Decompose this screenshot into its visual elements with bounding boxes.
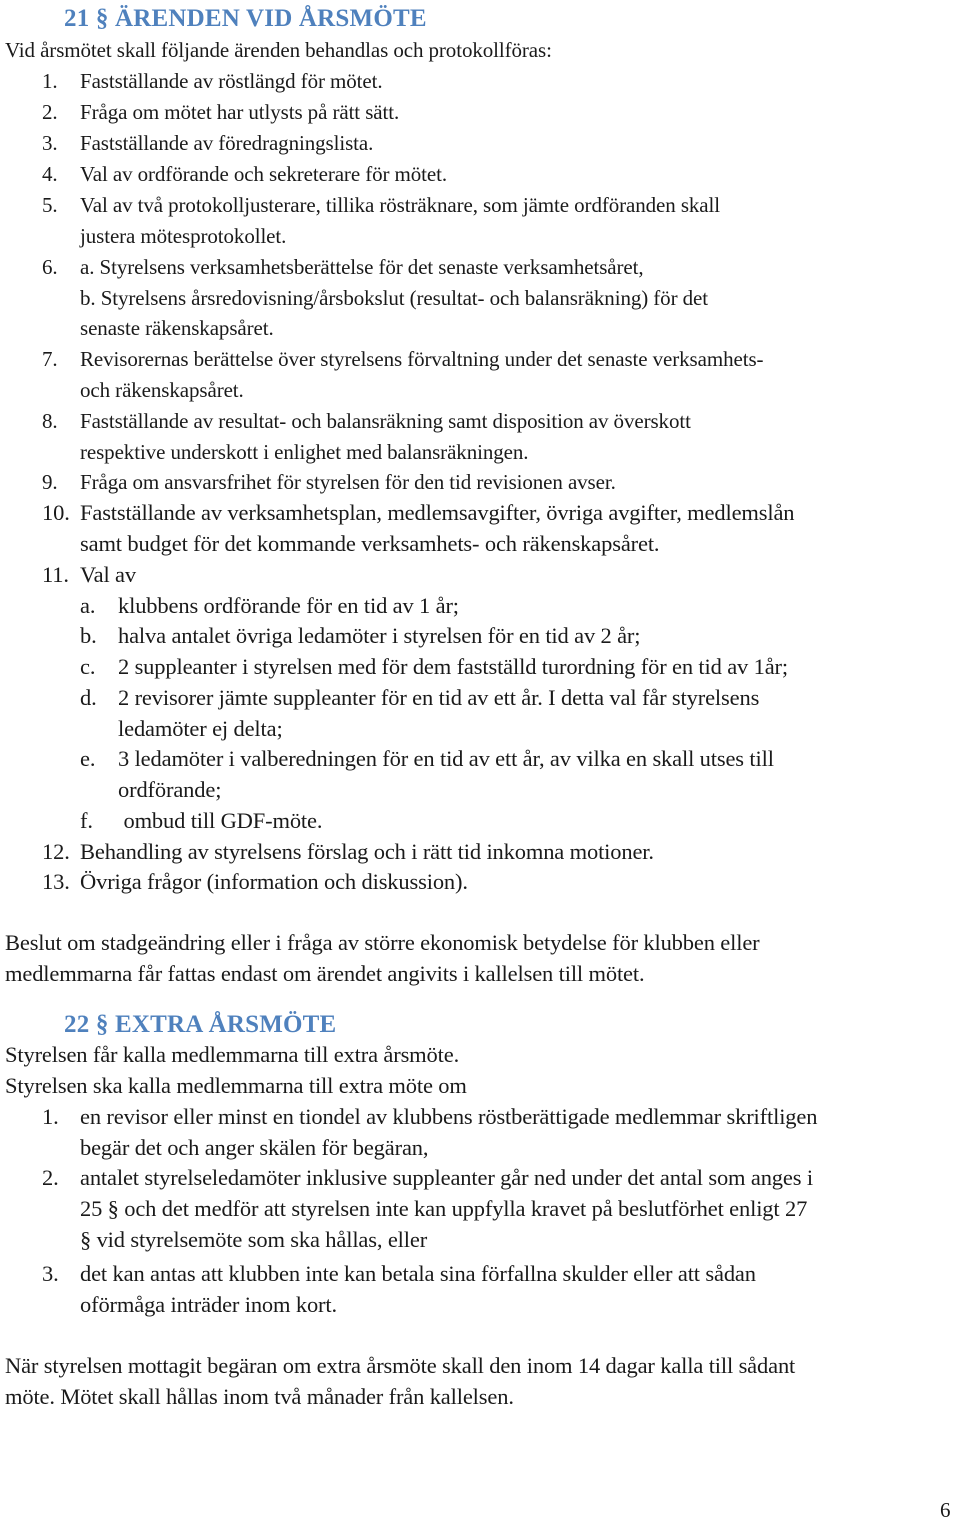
list-text: oförmåga inträder inom kort. — [80, 1292, 337, 1317]
list-text: antalet styrelseledamöter inklusive suppleanter går ned under det antal som anges i — [80, 1165, 813, 1190]
section-intro: Styrelsen ska kalla medlemmarna till extra möte om — [5, 1073, 467, 1098]
paragraph-line: möte. Mötet skall hållas inom två månader från kallelsen. — [5, 1384, 514, 1409]
list-number: 3. — [42, 1261, 59, 1286]
list-text: a. Styrelsens verksamhetsberättelse för det senaste verksamhetsåret, — [80, 255, 644, 279]
list-number: 1. — [42, 1104, 59, 1129]
list-number: 10. — [42, 500, 70, 525]
list-letter: b. — [80, 623, 97, 648]
section-number: 21 — [64, 5, 90, 32]
list-text: Val av två protokolljusterare, tillika rösträknare, som jämte ordföranden skall — [80, 193, 720, 217]
list-text: Fråga om mötet har utlysts på rätt sätt. — [80, 100, 400, 124]
list-text: Fråga om ansvarsfrihet för styrelsen för den tid revisionen avser. — [80, 470, 616, 494]
list-text: Behandling av styrelsens förslag och i rätt tid inkomna motioner. — [80, 839, 654, 864]
list-number: 2. — [42, 100, 58, 124]
list-letter: c. — [80, 654, 96, 679]
list-number: 6. — [42, 255, 58, 279]
list-text: en revisor eller minst en tiondel av klubbens röstberättigade medlemmar skriftligen — [80, 1104, 818, 1129]
list-text: 2 suppleanter i styrelsen med för dem fastställd turordning för en tid av 1år; — [118, 654, 788, 679]
list-text: 25 § och det medför att styrelsen inte kan uppfylla kravet på beslutförhet enligt 27 — [80, 1196, 808, 1221]
list-text: halva antalet övriga ledamöter i styrelsen för en tid av 2 år; — [118, 623, 641, 648]
section-intro: Styrelsen får kalla medlemmarna till extra årsmöte. — [5, 1042, 460, 1067]
section-heading-22 — [64, 1012, 336, 1037]
section-heading-21 — [64, 6, 427, 31]
list-number: 5. — [42, 193, 58, 217]
list-text: ordförande; — [118, 777, 222, 802]
list-text: begär det och anger skälen för begäran, — [80, 1135, 429, 1160]
list-text: Val av — [80, 562, 136, 587]
list-letter: e. — [80, 746, 96, 771]
paragraph-sign: § — [95, 5, 109, 32]
list-text: 3 ledamöter i valberedningen för en tid av ett år, av vilka en skall utses till — [118, 746, 774, 771]
list-number: 1. — [42, 69, 58, 93]
list-text: Fastställande av resultat- och balansräkning samt disposition av överskott — [80, 409, 691, 433]
list-number: 9. — [42, 470, 58, 494]
section-intro: Vid årsmötet skall följande ärenden behandlas och protokollföras: — [5, 38, 552, 62]
list-text: senaste räkenskapsåret. — [80, 316, 274, 340]
list-text: § vid styrelsemöte som ska hållas, eller — [80, 1227, 428, 1252]
list-text: klubbens ordförande för en tid av 1 år; — [118, 593, 459, 618]
list-number: 13. — [42, 869, 70, 894]
list-letter: f. — [80, 808, 93, 833]
page-number: 6 — [940, 1498, 951, 1522]
list-text: Fastställande av verksamhetsplan, medlemsavgifter, övriga avgifter, medlemslån — [80, 500, 795, 525]
paragraph-line: medlemmarna får fattas endast om ärendet angivits i kallelsen till mötet. — [5, 961, 645, 986]
list-text: respektive underskott i enlighet med balansräkningen. — [80, 440, 529, 464]
list-text: Revisorernas berättelse över styrelsens förvaltning under det senaste verksamhets- — [80, 347, 764, 371]
paragraph-line: Beslut om stadgeändring eller i fråga av större ekonomisk betydelse för klubben eller — [5, 930, 760, 955]
list-text: och räkenskapsåret. — [80, 378, 244, 402]
paragraph-sign: § — [95, 1011, 109, 1038]
list-number: 3. — [42, 131, 58, 155]
list-number: 2. — [42, 1165, 59, 1190]
list-letter: d. — [80, 685, 97, 710]
list-text: det kan antas att klubben inte kan betala sina förfallna skulder eller att sådan — [80, 1261, 756, 1286]
list-text: Fastställande av föredragningslista. — [80, 131, 374, 155]
list-number: 11. — [42, 562, 69, 587]
section-title: EXTRA ÅRSMÖTE — [115, 1011, 337, 1038]
list-text: Fastställande av röstlängd för mötet. — [80, 69, 383, 93]
list-text: ledamöter ej delta; — [118, 716, 283, 741]
list-text: ombud till GDF-möte. — [118, 808, 323, 833]
list-text: 2 revisorer jämte suppleanter för en tid av ett år. I detta val får styrelsens — [118, 685, 760, 710]
list-text: b. Styrelsens årsredovisning/årsbokslut (resultat- och balansräkning) för det — [80, 286, 708, 310]
list-text: samt budget för det kommande verksamhets- och räkenskapsåret. — [80, 531, 660, 556]
list-number: 4. — [42, 162, 58, 186]
paragraph-line: När styrelsen mottagit begäran om extra årsmöte skall den inom 14 dagar kalla till sådant — [5, 1353, 796, 1378]
section-number: 22 — [64, 1011, 90, 1038]
list-letter: a. — [80, 593, 96, 618]
section-title: ÄRENDEN VID ÅRSMÖTE — [115, 5, 427, 32]
list-number: 8. — [42, 409, 58, 433]
list-text: justera mötesprotokollet. — [80, 224, 287, 248]
list-text: Övriga frågor (information och diskussion). — [80, 869, 468, 894]
list-number: 7. — [42, 347, 58, 371]
list-text: Val av ordförande och sekreterare för mötet. — [80, 162, 448, 186]
list-number: 12. — [42, 839, 70, 864]
